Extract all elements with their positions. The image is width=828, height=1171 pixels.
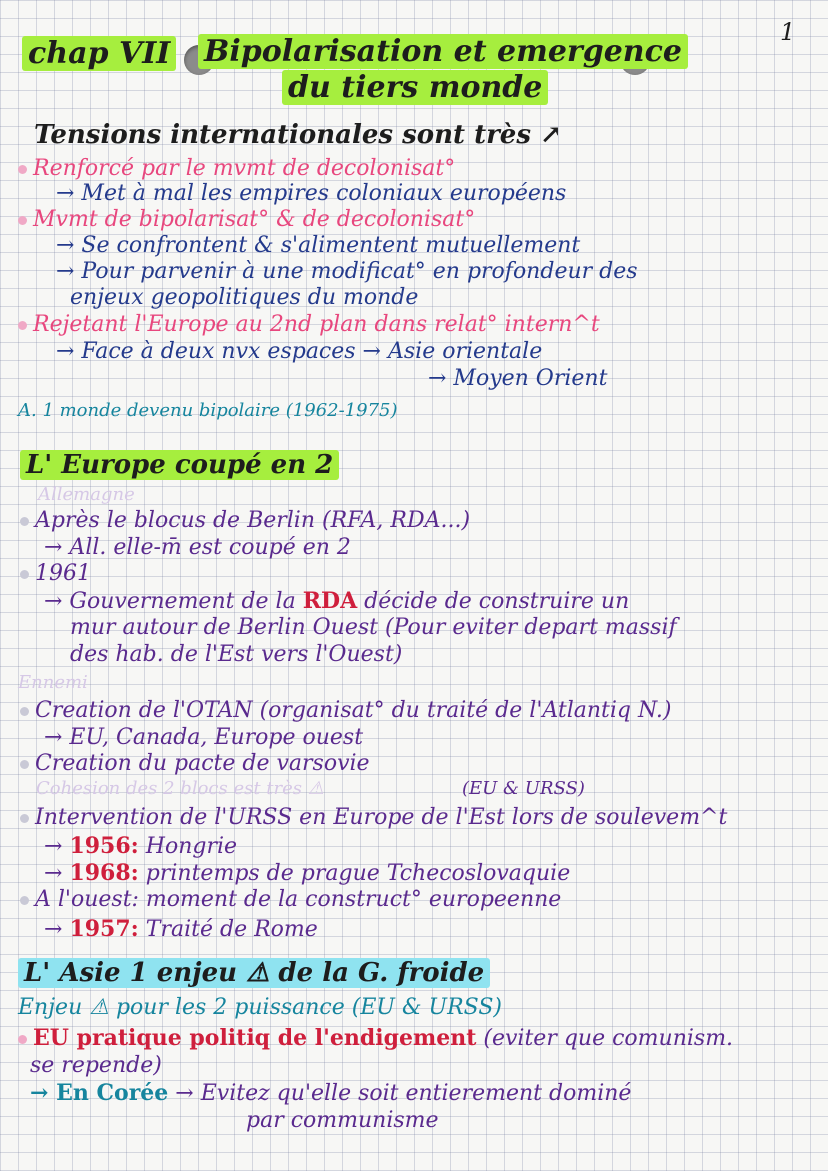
section3-line2: EU pratique politiq de l'endigement (eviter que comunism. [18,1025,733,1051]
section2-line8: → EU, Canada, Europe ouest [44,725,364,750]
section2-line6: des hab. de l'Est vers l'Ouest) [70,642,403,667]
section2-line9: Creation du pacte de varsovie [20,751,370,776]
section2-faint-enemy: Ennemi [18,672,88,693]
section1-line8: → Face à deux nvx espaces → Asie orientale [56,339,543,364]
section2-faint-cohesion: Cohesion des 2 blocs est très ⚠ [36,778,324,799]
section3-line1: Enjeu ⚠ pour les 2 puissance (EU & URSS) [18,995,502,1020]
section2-line3: 1961 [20,561,91,586]
section1-line1: Renforcé par le mvmt de decolonisat° [18,156,455,181]
section2-line12: → 1956: Hongrie [44,833,238,859]
section1-line9: → Moyen Orient [428,366,608,391]
section1-line4: → Se confrontent & s'alimentent mutuellement [56,233,581,258]
section2-line7: Creation de l'OTAN (organisat° du traité de l'Atlantiq N.) [20,698,671,723]
section3-line5: par communisme [246,1108,439,1133]
chapter-title-line2: du tiers monde [282,70,548,105]
section2-line4: → Gouvernement de la RDA décide de construire un [44,588,630,614]
section2-line13: → 1968: printemps de prague Tchecoslovaquie [44,860,571,886]
section2-heading: L' Europe coupé en 2 [20,450,339,480]
chapter-label: chap VII [22,36,176,71]
section3-line3: se repende) [30,1053,162,1078]
section1-line7: Rejetant l'Europe au 2nd plan dans relat° intern^t [18,312,600,337]
section2-line5: mur autour de Berlin Ouest (Pour eviter depart massif [70,615,677,640]
section1-line3: Mvmt de bipolarisat° & de decolonisat° [18,207,475,232]
page-number: 1 [780,18,796,46]
section2-line10: (EU & URSS) [462,778,585,799]
section2-line14: A l'ouest: moment de la construct° europeenne [20,887,561,912]
section1-line5: → Pour parvenir à une modificat° en profondeur des [56,259,638,284]
section2-line2: → All. elle-m̄ est coupé en 2 [44,535,351,560]
section1-line6: enjeux geopolitiques du monde [70,285,419,310]
section2-faint-germany: Allemagne [38,484,135,505]
section1-heading: Tensions internationales sont très ↗ [34,120,562,150]
section1-line2: → Met à mal les empires coloniaux européens [56,181,567,206]
section2-line1: Après le blocus de Berlin (RFA, RDA...) [20,508,470,533]
rda-highlight: RDA [302,588,358,614]
chapter-title-line1: Bipolarisation et emergence [198,34,688,69]
section3-heading: L' Asie 1 enjeu ⚠ de la G. froide [18,958,490,988]
section3-line4: → En Corée → Evitez qu'elle soit entierement dominé [30,1080,632,1106]
section2-line11: Intervention de l'URSS en Europe de l'Est lors de soulevem^t [20,805,727,830]
section1-subtitle: A. 1 monde devenu bipolaire (1962-1975) [18,400,398,421]
section2-line15: → 1957: Traité de Rome [44,916,318,942]
